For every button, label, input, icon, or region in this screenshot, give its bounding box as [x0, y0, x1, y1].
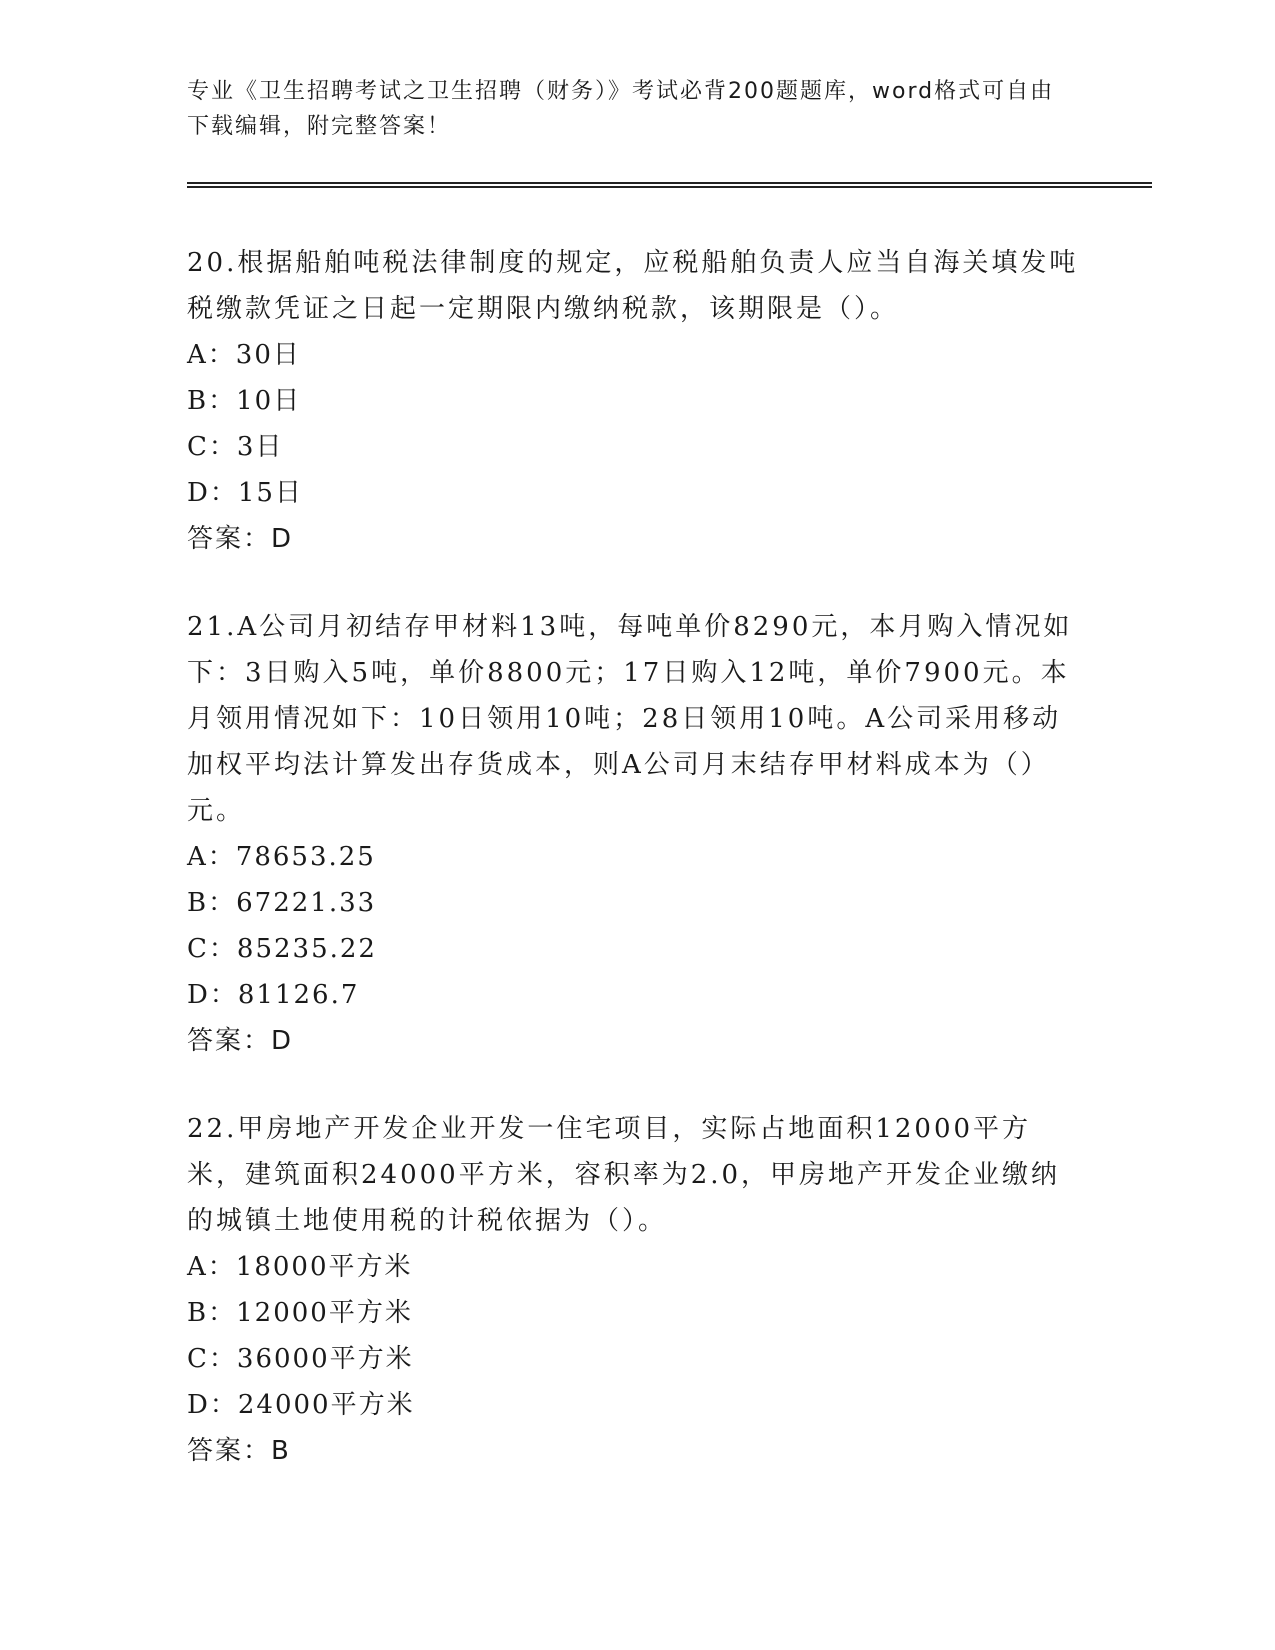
- option-text: 3日: [236, 432, 284, 462]
- answer-line: 答案：D: [187, 524, 294, 554]
- option-text: 67221.33: [236, 888, 377, 918]
- option-text: 15日: [237, 478, 303, 508]
- option-text: 85235.22: [236, 934, 377, 964]
- option-a: [187, 332, 1147, 378]
- option-a: [187, 834, 1147, 880]
- option-b: [187, 880, 1147, 926]
- option-key: B：: [187, 888, 237, 918]
- option-key: D：: [187, 1390, 238, 1420]
- option-d: [187, 470, 1147, 516]
- option-c: [187, 424, 1147, 470]
- option-text: 10日: [236, 386, 302, 416]
- question-stem: 20.根据船舶吨税法律制度的规定，应税船舶负责人应当自海关填发吨税缴款凭证之日起一定期限内缴纳税款，该期限是（）。: [187, 248, 1079, 324]
- option-d: [187, 972, 1147, 1018]
- option-d: [187, 1382, 1147, 1428]
- option-text: 78653.25: [235, 842, 376, 872]
- option-text: 24000平方米: [237, 1390, 415, 1420]
- option-b: [187, 1290, 1147, 1336]
- option-key: D：: [187, 478, 238, 508]
- option-key: D：: [187, 980, 238, 1010]
- option-key: A：: [187, 842, 236, 872]
- option-key: A：: [187, 340, 236, 370]
- header-divider: [187, 182, 1152, 188]
- option-text: 81126.7: [237, 980, 360, 1010]
- option-key: C：: [187, 432, 237, 462]
- question-stem: 21.A公司月初结存甲材料13吨，每吨单价8290元，本月购入情况如下：3日购入5吨，单价8800元；17日购入12吨，单价7900元。本月领用情况如下：10日领用10吨；28日领用10吨。A公司采用移动加权平均法计算发出存货成本，则A公司月末结存甲材料成本为（）元。: [187, 612, 1073, 826]
- option-key: C：: [187, 1344, 237, 1374]
- question-stem: 22.甲房地产开发企业开发一住宅项目，实际占地面积12000平方米，建筑面积24000平方米，容积率为2.0，甲房地产开发企业缴纳的城镇土地使用税的计税依据为（）。: [187, 1114, 1061, 1236]
- option-text: 18000平方米: [235, 1252, 413, 1282]
- option-b: [187, 378, 1147, 424]
- option-c: [187, 926, 1147, 972]
- question-20: [187, 240, 1147, 562]
- option-key: B：: [187, 1298, 237, 1328]
- option-text: 12000平方米: [236, 1298, 413, 1328]
- question-21: [187, 604, 1147, 1064]
- answer-line: 答案：B: [187, 1436, 291, 1466]
- option-text: 30日: [235, 340, 301, 370]
- question-22: [187, 1106, 1147, 1474]
- option-key: A：: [187, 1252, 236, 1282]
- option-key: B：: [187, 386, 237, 416]
- document-page: [187, 74, 1147, 1474]
- answer-line: 答案：D: [187, 1026, 294, 1056]
- option-c: [187, 1336, 1147, 1382]
- document-header: 专业《卫生招聘考试之卫生招聘（财务）》考试必背200题题库，word格式可自由下载编辑，附完整答案！: [187, 79, 1055, 139]
- option-text: 36000平方米: [236, 1344, 414, 1374]
- option-a: [187, 1244, 1147, 1290]
- option-key: C：: [187, 934, 237, 964]
